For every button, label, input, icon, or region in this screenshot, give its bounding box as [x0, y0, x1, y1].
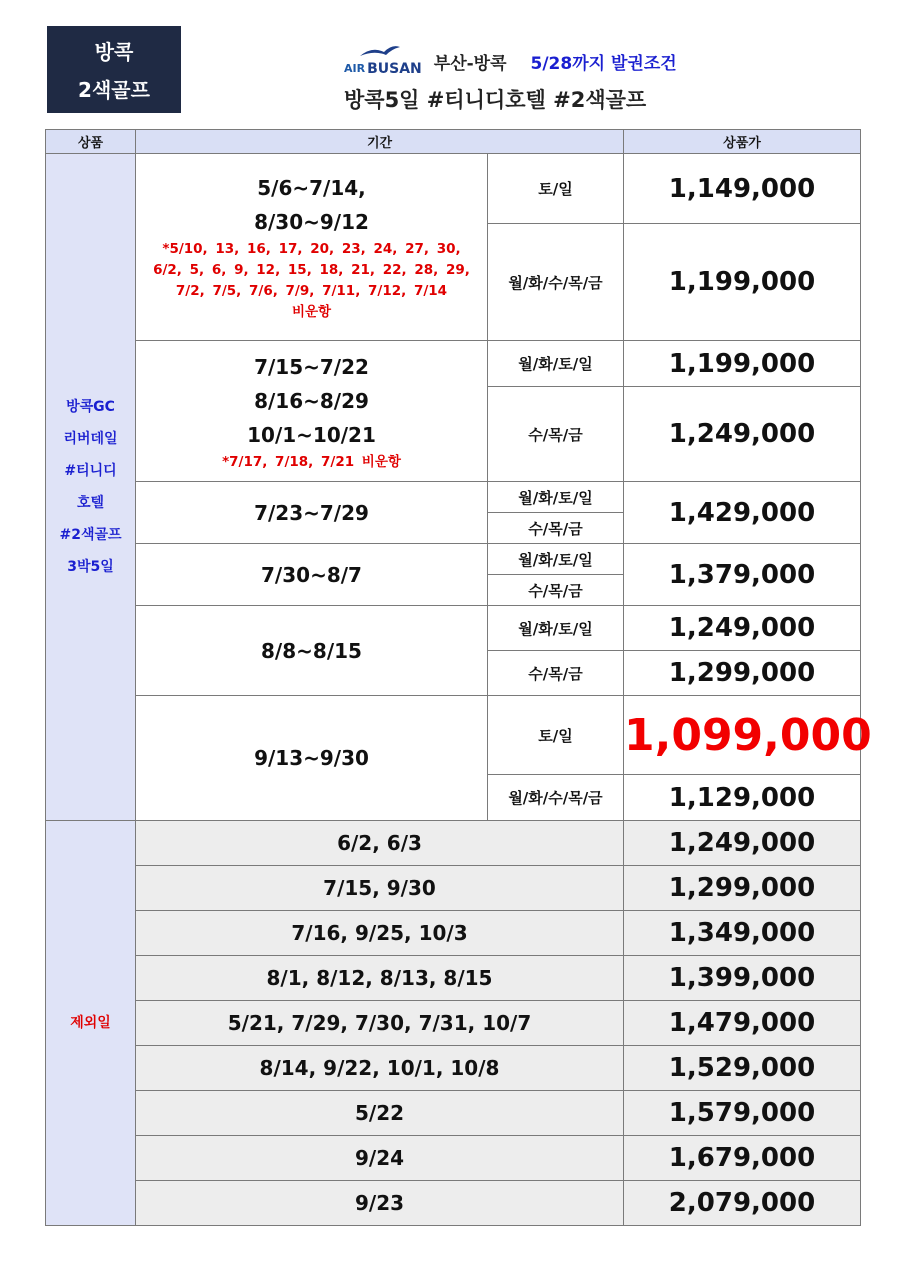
weekday-cell: 수/목/금 [488, 651, 624, 696]
period-cell: 7/23~7/29 [136, 482, 488, 544]
weekday-cell: 토/일 [488, 154, 624, 224]
excluded-price-cell: 1,679,000 [624, 1136, 861, 1181]
excluded-dates-cell: 7/15, 9/30 [136, 866, 624, 911]
col-header-price: 상품가 [624, 130, 861, 154]
excluded-price-cell: 1,579,000 [624, 1091, 861, 1136]
excluded-price-cell: 1,529,000 [624, 1046, 861, 1091]
col-header-period: 기간 [136, 130, 624, 154]
period-cell: 8/8~8/15 [136, 606, 488, 696]
price-cell: 1,249,000 [624, 606, 861, 651]
excluded-label-cell: 제외일 [46, 821, 136, 1226]
logo-air-text: AIR [344, 62, 366, 75]
excluded-price-cell: 1,299,000 [624, 866, 861, 911]
price-table [45, 129, 872, 1226]
excluded-price-cell: 1,249,000 [624, 821, 861, 866]
weekday-cell: 월/화/토/일 [488, 341, 624, 387]
product-title: 방콕5일 #티니디호텔 #2색골프 [344, 88, 647, 112]
price-cell: 1,249,000 [624, 387, 861, 482]
product-line: #2색골프 [59, 527, 122, 543]
excluded-dates-cell: 9/24 [136, 1136, 624, 1181]
weekday-cell: 수/목/금 [488, 513, 624, 544]
logo-busan-text: BUSAN [367, 61, 422, 77]
price-cell: 1,379,000 [624, 544, 861, 606]
weekday-cell: 토/일 [488, 696, 624, 775]
product-line: 3박5일 [67, 559, 114, 575]
no-flight-note: 7/2, 7/5, 7/6, 7/9, 7/11, 7/12, 7/14 [175, 283, 448, 299]
product-name-cell [46, 154, 136, 821]
product-line: 리버데일 [63, 431, 118, 447]
price-cell: 1,199,000 [624, 224, 861, 341]
period-line: 8/30~9/12 [254, 210, 369, 234]
weekday-cell: 수/목/금 [488, 575, 624, 606]
price-cell: 1,149,000 [624, 154, 861, 224]
period-cell [136, 341, 488, 482]
badge-line-1: 방콕 [94, 40, 134, 64]
excluded-price-cell: 1,399,000 [624, 956, 861, 1001]
no-flight-note: *7/17, 7/18, 7/21 비운항 [222, 453, 401, 470]
product-line: 방콕GC [66, 399, 115, 415]
product-line: #티니디 [64, 463, 117, 479]
weekday-cell: 월/화/토/일 [488, 544, 624, 575]
excluded-price-cell: 1,479,000 [624, 1001, 861, 1046]
excluded-dates-cell: 5/22 [136, 1091, 624, 1136]
seagull-icon [358, 44, 402, 58]
excluded-dates-cell: 8/1, 8/12, 8/13, 8/15 [136, 956, 624, 1001]
period-cell: 9/13~9/30 [136, 696, 488, 821]
no-flight-note: 6/2, 5, 6, 9, 12, 15, 18, 21, 22, 28, 29, [153, 262, 470, 278]
no-flight-note: *5/10, 13, 16, 17, 20, 23, 24, 27, 30, [162, 241, 461, 257]
period-line: 7/15~7/22 [254, 354, 369, 379]
ticketing-condition: 5/28까지 발권조건 [530, 53, 677, 74]
col-header-product: 상품 [46, 130, 136, 154]
price-cell: 1,129,000 [624, 775, 861, 821]
excluded-dates-cell: 5/21, 7/29, 7/30, 7/31, 10/7 [136, 1001, 624, 1046]
period-line: 10/1~10/21 [247, 422, 376, 447]
period-line: 8/16~8/29 [254, 388, 369, 413]
header-line-1 [344, 44, 677, 78]
period-cell: 7/30~8/7 [136, 544, 488, 606]
weekday-cell: 월/화/수/목/금 [488, 775, 624, 821]
route-text: 부산-방콕 [433, 53, 507, 74]
weekday-cell: 수/목/금 [488, 387, 624, 482]
air-busan-logo [344, 44, 422, 78]
excluded-dates-cell: 6/2, 6/3 [136, 821, 624, 866]
no-flight-note: 비운항 [291, 304, 332, 320]
product-line: 호텔 [76, 495, 105, 511]
price-cell: 1,299,000 [624, 651, 861, 696]
weekday-cell: 월/화/수/목/금 [488, 224, 624, 341]
weekday-cell: 월/화/토/일 [488, 482, 624, 513]
product-badge [47, 26, 181, 113]
excluded-dates-cell: 9/23 [136, 1181, 624, 1226]
price-cell: 1,429,000 [624, 482, 861, 544]
period-line: 5/6~7/14, [257, 176, 366, 200]
period-cell [136, 154, 488, 341]
price-cell: 1,199,000 [624, 341, 861, 387]
highlight-price-cell: 1,099,000 [624, 696, 861, 775]
excluded-dates-cell: 7/16, 9/25, 10/3 [136, 911, 624, 956]
excluded-price-cell: 1,349,000 [624, 911, 861, 956]
excluded-price-cell: 2,079,000 [624, 1181, 861, 1226]
badge-line-2: 2색골프 [78, 78, 150, 102]
excluded-dates-cell: 8/14, 9/22, 10/1, 10/8 [136, 1046, 624, 1091]
weekday-cell: 월/화/토/일 [488, 606, 624, 651]
